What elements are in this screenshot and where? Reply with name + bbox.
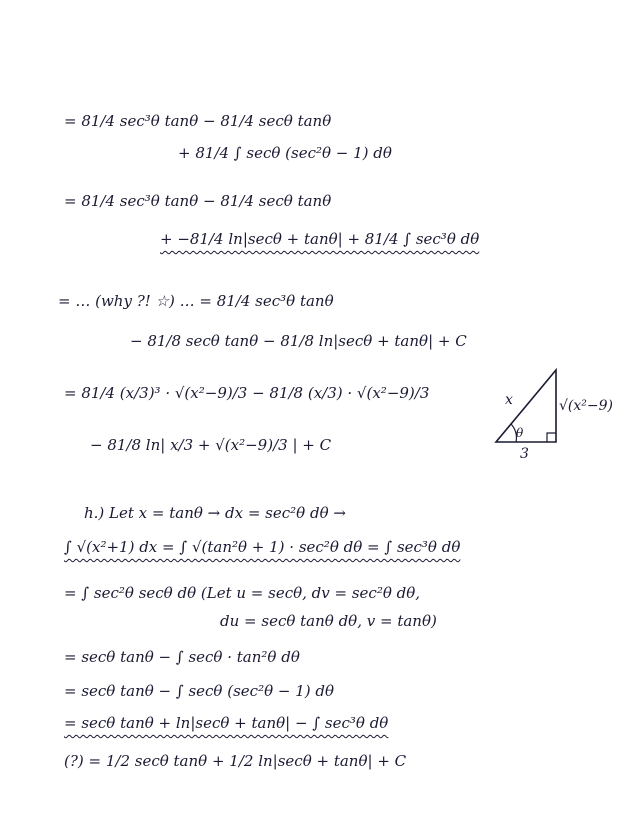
line-1: = 81/4 sec³θ tanθ − 81/4 secθ tanθ bbox=[64, 112, 332, 130]
triangle-hypotenuse-label: x bbox=[505, 392, 513, 408]
line-13: = secθ tanθ − ∫ secθ · tan²θ dθ bbox=[64, 648, 300, 666]
line-12: du = secθ tanθ dθ, v = tanθ) bbox=[220, 612, 437, 630]
line-4: + −81/4 ln|secθ + tanθ| + 81/4 ∫ sec³θ dθ bbox=[160, 230, 480, 248]
line-14: = secθ tanθ − ∫ secθ (sec²θ − 1) dθ bbox=[64, 682, 335, 700]
line-3: = 81/4 sec³θ tanθ − 81/4 secθ tanθ bbox=[64, 192, 332, 210]
triangle-opposite-label: √(x²−9) bbox=[559, 398, 613, 414]
line-16: (?) = 1/2 secθ tanθ + 1/2 ln|secθ + tanθ| + C bbox=[64, 752, 407, 770]
line-8: − 81/8 ln| x/3 + √(x²−9)/3 | + C bbox=[90, 436, 332, 454]
triangle-adjacent-label: 3 bbox=[520, 446, 529, 462]
line-11: = ∫ sec²θ secθ dθ (Let u = secθ, dv = sec²θ dθ, bbox=[64, 584, 421, 602]
line-10: ∫ √(x²+1) dx = ∫ √(tan²θ + 1) · sec²θ dθ = ∫ sec³θ dθ bbox=[64, 538, 461, 556]
line-6: − 81/8 secθ tanθ − 81/8 ln|secθ + tanθ| + C bbox=[130, 332, 467, 350]
triangle-angle-label: θ bbox=[516, 426, 524, 440]
line-9: h.) Let x = tanθ → dx = sec²θ dθ → bbox=[84, 504, 346, 522]
line-7: = 81/4 (x/3)³ · √(x²−9)/3 − 81/8 (x/3) · √(x²−9)/3 bbox=[64, 384, 430, 402]
right-angle-mark bbox=[547, 433, 556, 442]
line-15: = secθ tanθ + ln|secθ + tanθ| − ∫ sec³θ dθ bbox=[64, 714, 389, 732]
line-2: + 81/4 ∫ secθ (sec²θ − 1) dθ bbox=[178, 144, 392, 162]
line-5: = … (why ?! ☆) … = 81/4 sec³θ tanθ bbox=[58, 292, 334, 310]
